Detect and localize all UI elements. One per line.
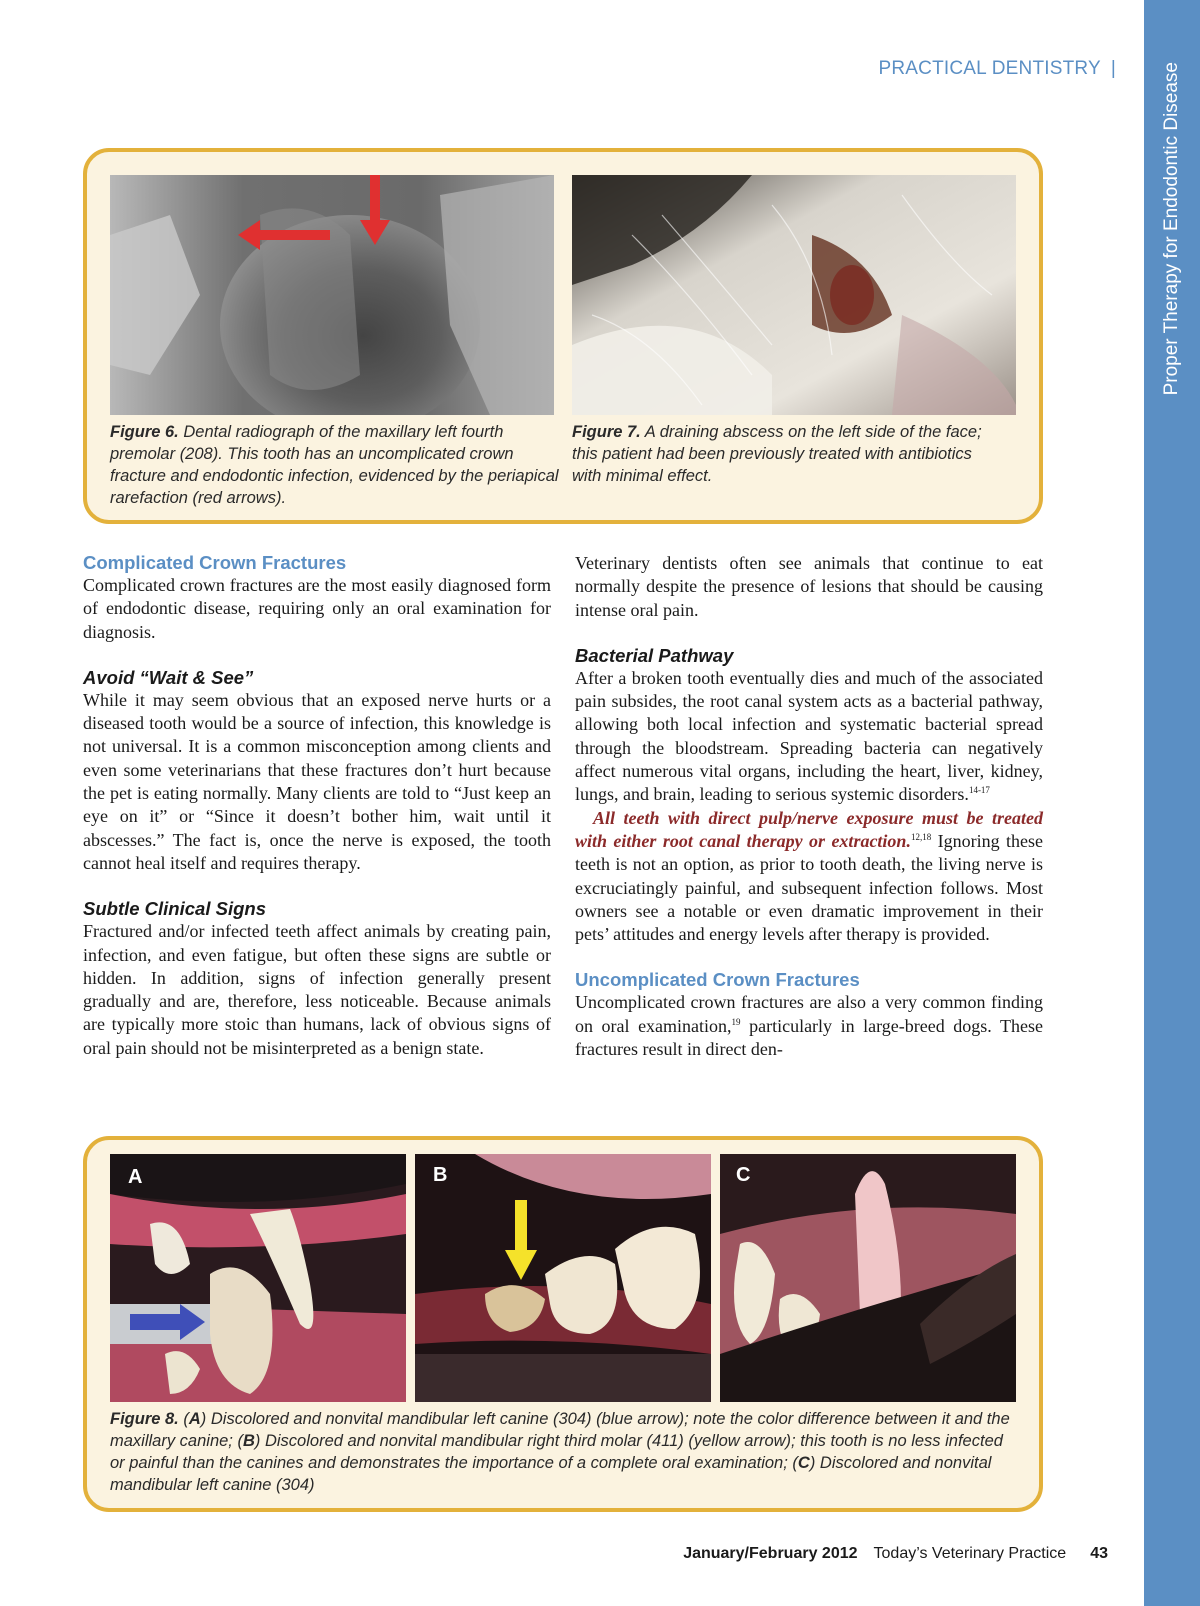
bacterial-text: After a broken tooth eventually dies and much of the associated pain subsides, the root canal system acts as a bacterial pathway, allowing both local infection and systematic bacterial spread through the bloodstream. Spreading bacteria can negatively affect numerous vital organs, including the heart, liver, kidney, lungs, and brain, leading to serious systemic disorders.: [575, 667, 1043, 805]
paragraph: While it may seem obvious that an exposed nerve hurts or a diseased tooth would be a source of infection, this knowledge is not universal. It is a common misconception among clients and even some veterinarians that these fractures don’t hurt because the pet is eating normally. Many clients are told to “Just keep an eye on it” or “Since it doesn’t bother him, wait until it abscesses.” The fact is, once the nerve is exposed, the tooth cannot heal itself and requires therapy.: [83, 689, 551, 873]
caption-panel-ref: A: [188, 1410, 201, 1428]
caption-text: ) Discolored and nonvital mandibular left canine (304) (blue arrow); note the color difference between it and the maxillary canine; (: [110, 1410, 1010, 1450]
header-separator: |: [1110, 58, 1116, 79]
paragraph: Fractured and/or infected teeth affect animals by creating pain, infection, and even fatigue, but often these signs are subtle or hidden. In addition, signs of infection generally present gradually and are, therefore, less noticeable. Because animals are typically more stoic than humans, lack of obvious signs of oral pain should not be misinterpreted as a benign state.: [83, 921, 551, 1058]
heading-bacterial-pathway: Bacterial Pathway: [575, 644, 734, 666]
heading-subtle-signs: Subtle Clinical Signs: [83, 898, 266, 920]
reference: 14-17: [968, 785, 990, 796]
page-footer: [683, 1545, 1108, 1563]
figure-7-abscess-photo: [572, 175, 1016, 415]
figure-6-label: Figure 6.: [110, 423, 179, 441]
panel-label-b: B: [433, 1164, 448, 1186]
section-title: PRACTICAL DENTISTRY: [878, 58, 1101, 79]
figure-8b-photo: [415, 1154, 711, 1402]
paragraph-text: particularly in large-breed dogs. These fractures result in direct den-: [575, 1015, 1043, 1060]
figure-8-label: Figure 8.: [110, 1410, 179, 1428]
figure-8-caption: [110, 1408, 1020, 1496]
caption-panel-ref: B: [242, 1432, 255, 1450]
sidebar-title: Proper Therapy for Endodontic Disease: [1161, 61, 1182, 396]
heading-avoid-wait: Avoid “Wait & See”: [83, 666, 254, 688]
magazine-name: Today’s Veterinary Practice: [873, 1545, 1067, 1562]
figure-7-text: A draining abscess on the left side of the face; this patient had been previously treated with antibiotics with minimal effect.: [572, 423, 982, 485]
caption-panel-ref: C: [797, 1454, 810, 1472]
figure-7-caption: [572, 421, 1002, 487]
paragraph: Complicated crown fractures are the most easily diagnosed form of endodontic disease, requiring only an oral examination for diagnosis.: [83, 575, 551, 642]
right-column: [575, 552, 1043, 1061]
left-column: [83, 551, 551, 1060]
figure-6-text: Dental radiograph of the maxillary left fourth premolar (208). This tooth has an uncomplicated crown fracture and endodontic infection, evidenced by the periapical rarefaction (red arrows).: [110, 423, 559, 507]
radiograph-image: [110, 175, 554, 415]
heading-uncomplicated-fractures: Uncomplicated Crown Fractures: [575, 969, 860, 991]
caption-text: ) Discolored and nonvital mandibular right third molar (411) (yellow arrow); this tooth is no less infected or painful than the canines and demonstrates the importance of a complete oral examination; (: [110, 1432, 1003, 1472]
paragraph-text: Uncomplicated crown fractures are also a very common finding on oral examination,: [575, 992, 1043, 1036]
figure-6-caption: [110, 421, 560, 509]
caption-text: (: [178, 1410, 189, 1428]
canine-photo-c: [720, 1154, 1016, 1402]
panel-label-c: C: [736, 1164, 751, 1186]
issue-date: January/February 2012: [683, 1545, 858, 1562]
reference: 19: [731, 1016, 741, 1027]
paragraph: Veterinary dentists often see animals that continue to eat normally despite the presence of lesions that should be causing intense oral pain.: [575, 553, 1043, 620]
figure-8a-photo: [110, 1154, 406, 1402]
paragraph: [575, 667, 1043, 807]
caption-text: ) Discolored and nonvital mandibular left canine (304): [110, 1454, 992, 1494]
sidebar-title-wrap: [1150, 56, 1194, 401]
paragraph-text: Ignoring these teeth is not an option, as prior to tooth death, the living nerve is excruciatingly painful, and subsequent infection follows. Most owners see a notable or even dramatic improvement in their pets’ attitudes and energy levels after therapy is provided.: [575, 830, 1043, 945]
page-number: 43: [1090, 1545, 1108, 1562]
panel-label-a: A: [128, 1166, 143, 1188]
emphasis-statement: All teeth with direct pulp/nerve exposure must be treated with either root canal therapy or extraction.: [575, 807, 1043, 851]
paragraph: [575, 991, 1043, 1061]
figure-6-radiograph: [110, 175, 554, 415]
figure-8c-photo: [720, 1154, 1016, 1402]
abscess-image: [572, 175, 1016, 415]
section-header: [879, 58, 1116, 80]
paragraph: [575, 807, 1043, 947]
canine-photo-a: [110, 1154, 406, 1402]
figure-7-label: Figure 7.: [572, 423, 641, 441]
molar-photo-b: [415, 1154, 711, 1402]
reference: 12,18: [910, 831, 932, 842]
heading-complicated-fractures: Complicated Crown Fractures: [83, 552, 347, 573]
